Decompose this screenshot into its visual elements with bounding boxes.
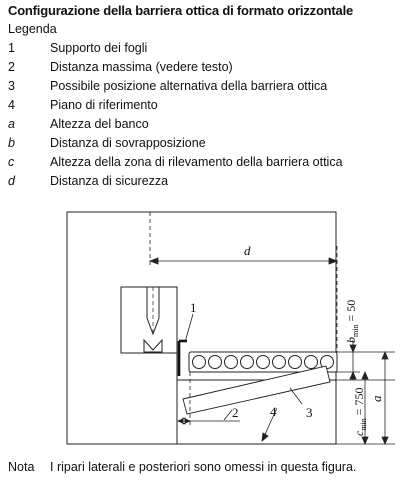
legend-item-d (8, 174, 398, 193)
page-title: Configurazione della barriera ottica di formato orizzontale (8, 3, 354, 18)
leader-3 (290, 388, 302, 404)
dim-c-label (352, 387, 368, 436)
legend-text: Supporto dei fogli (50, 41, 148, 55)
label-1: 1 (190, 300, 197, 315)
dim-b-value: = 50 (344, 299, 358, 325)
label-a: a (369, 395, 384, 402)
note-key: Nota (8, 460, 35, 474)
legend-key: b (8, 136, 15, 150)
legend-heading: Legenda (8, 22, 57, 36)
legend-text: Piano di riferimento (50, 98, 158, 112)
legend-key: 3 (8, 79, 15, 93)
legend-item-b (8, 136, 398, 155)
legend-text: Possibile posizione alternativa della barriera ottica (50, 79, 328, 93)
label-d: d (244, 243, 251, 258)
legend-text: Distanza massima (vedere testo) (50, 60, 233, 74)
frame-recess (121, 212, 177, 287)
dimension-d (150, 212, 337, 352)
leader-1 (185, 314, 193, 342)
legend-key: c (8, 155, 15, 169)
legend-key: a (8, 117, 15, 131)
legend-key: 1 (8, 41, 15, 55)
dim-c-subscript: min (359, 418, 368, 431)
label-4: 4 (270, 404, 277, 419)
legend-text: Altezza del banco (50, 117, 149, 131)
label-3: 3 (306, 405, 313, 420)
dim-b-subscript: min (351, 324, 360, 337)
legend-text: Distanza di sicurezza (50, 174, 169, 188)
sheet-support (179, 341, 187, 376)
legend-key: d (8, 174, 15, 188)
legend-text: Altezza della zona di rilevamento della barriera ottica (50, 155, 343, 169)
legend-key: 4 (8, 98, 15, 112)
legend-list (8, 41, 398, 193)
dim-b-label (344, 300, 360, 343)
legend-item-a (8, 117, 398, 136)
legend-item-1 (8, 41, 398, 60)
label-2: 2 (232, 405, 239, 420)
ram-block (121, 287, 177, 353)
note-text: I ripari laterali e posteriori sono omessi in questa figura. (50, 460, 357, 474)
legend-item-2 (8, 60, 398, 79)
dim-c-value: = 750 (352, 387, 366, 419)
legend-text: Distanza di sovrapposizione (50, 136, 206, 150)
legend-item-c (8, 155, 398, 174)
dim-c-symbol: c (352, 430, 366, 436)
legend-key: 2 (8, 60, 15, 74)
dim-b-symbol: b (344, 337, 358, 343)
legend-item-4 (8, 98, 398, 117)
legend-item-3 (8, 79, 398, 98)
light-curtain-diagram (0, 200, 402, 452)
